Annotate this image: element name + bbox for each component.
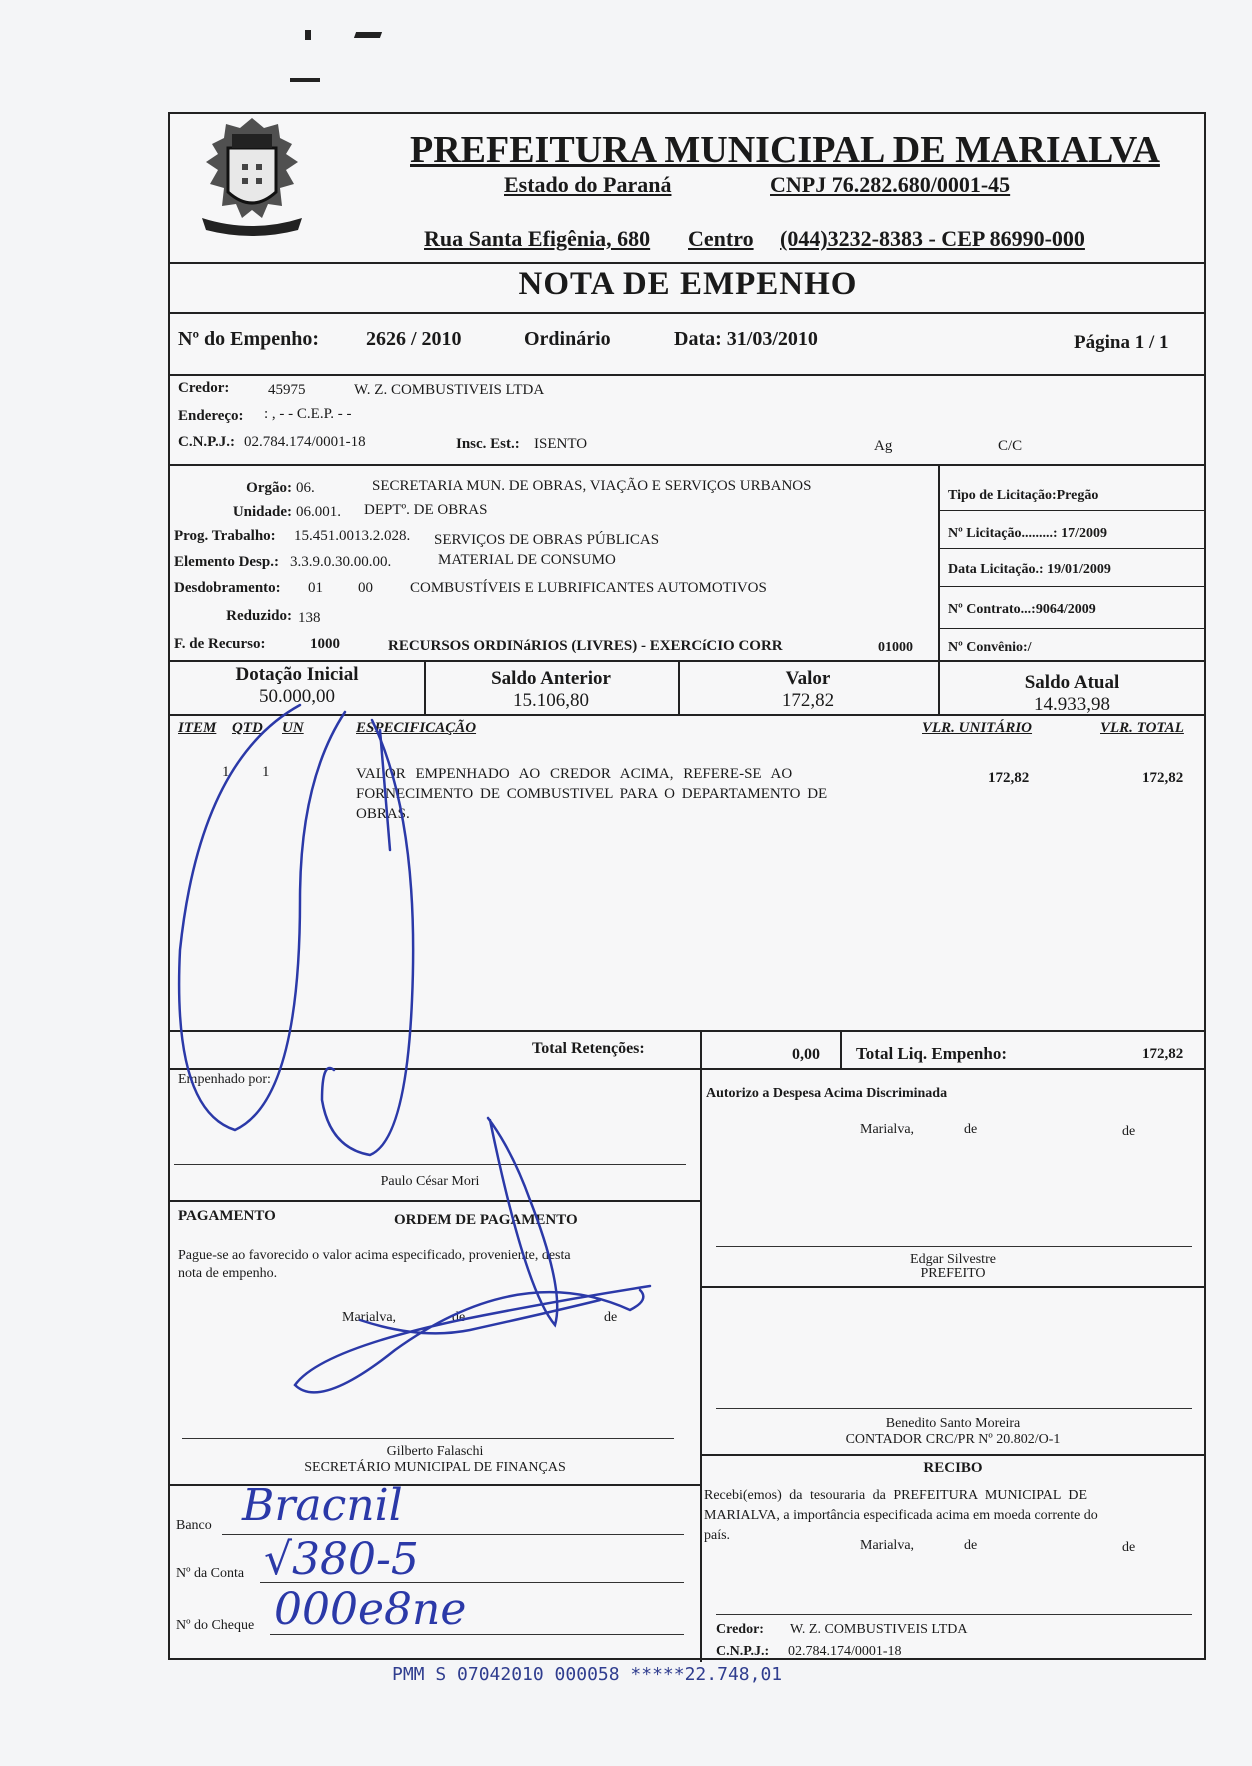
valor-value: 172,82	[781, 690, 835, 711]
nota-empenho-form	[168, 112, 1206, 1660]
header-phone-cep: (044)3232-8383 - CEP 86990-000	[780, 226, 1085, 251]
recurso-code: 1000	[310, 636, 340, 652]
dotacao-value: 50.000,00	[259, 686, 335, 707]
divider	[170, 262, 1206, 264]
elem-desc: MATERIAL DE CONSUMO	[438, 552, 616, 568]
banco-handwriting: Bracnil	[242, 1480, 403, 1531]
de-label: de	[964, 1122, 978, 1137]
prog-code: 15.451.0013.2.028.	[294, 528, 411, 544]
item-number: 1	[222, 764, 230, 780]
prefeito-name: Edgar Silvestre	[910, 1252, 996, 1267]
lic-convenio: Nº Convênio:/	[948, 640, 1032, 655]
unidade-desc: DEPTº. DE OBRAS	[364, 502, 488, 518]
reduzido-label: Reduzido:	[226, 608, 292, 624]
signature-line	[182, 1438, 674, 1439]
recibo-credor: W. Z. COMBUSTIVEIS LTDA	[790, 1622, 968, 1637]
recurso-num: 01000	[878, 640, 913, 655]
ordem-label: ORDEM DE PAGAMENTO	[394, 1212, 578, 1228]
prog-label: Prog. Trabalho:	[174, 528, 276, 544]
divider-v	[938, 464, 940, 660]
atual-value: 14.933,98	[1034, 694, 1110, 715]
contador-role: CONTADOR CRC/PR Nº 20.802/O-1	[845, 1432, 1061, 1447]
pague-line2: nota de empenho.	[178, 1266, 278, 1281]
empenho-date: Data: 31/03/2010	[674, 328, 818, 350]
liquido-label: Total Liq. Empenho:	[856, 1044, 1007, 1063]
divider	[170, 714, 1206, 716]
empenhado-name: Paulo César Mori	[380, 1174, 480, 1189]
document-title: NOTA DE EMPENHO	[518, 266, 858, 302]
divider-v	[840, 1030, 842, 1068]
atual-label: Saldo Atual	[1024, 672, 1120, 693]
recibo-line1: Recebi(emos) da tesouraria da PREFEITURA MUNICIPAL DE	[704, 1488, 1088, 1503]
col-qtd: QTD	[232, 720, 263, 736]
header-title: PREFEITURA MUNICIPAL DE MARIALVA	[410, 129, 1160, 171]
empenhado-label: Empenhado por:	[178, 1072, 271, 1087]
recibo-cnpj-label: C.N.P.J.:	[716, 1644, 770, 1659]
col-total: VLR. TOTAL	[1100, 720, 1184, 736]
credor-code: 45975	[268, 382, 306, 398]
lic-data: Data Licitação.: 19/01/2009	[948, 562, 1111, 577]
desd-b: 00	[358, 580, 373, 596]
item-total-value: 172,82	[1142, 770, 1184, 786]
cheque-handwriting: 000e8ne	[274, 1584, 467, 1635]
header-state: Estado do Paraná	[504, 172, 672, 197]
credor-name: W. Z. COMBUSTIVEIS LTDA	[354, 382, 545, 398]
divider-v	[700, 1068, 702, 1662]
divider-v	[700, 1030, 702, 1068]
conta-handwriting: √380-5	[264, 1534, 419, 1585]
retencoes-label: Total Retenções:	[532, 1040, 645, 1057]
de-label: de	[452, 1310, 466, 1325]
signature-line	[716, 1614, 1192, 1615]
recibo-cnpj: 02.784.174/0001-18	[788, 1644, 902, 1659]
anterior-value: 15.106,80	[513, 690, 589, 711]
marialva-label: Marialva,	[342, 1310, 397, 1325]
orgao-label: Orgão:	[246, 480, 292, 496]
ag-label: Ag	[874, 438, 893, 454]
signature-line	[716, 1408, 1192, 1409]
orgao-desc: SECRETARIA MUN. DE OBRAS, VIAÇÃO E SERVIÇOS URBANOS	[372, 478, 812, 494]
pagamento-label: PAGAMENTO	[178, 1208, 276, 1224]
autorizo-text: Autorizo a Despesa Acima Discriminada	[706, 1086, 948, 1101]
credor-label: Credor:	[178, 380, 230, 396]
empenho-page: Página 1 / 1	[1074, 332, 1169, 353]
financas-role: SECRETÁRIO MUNICIPAL DE FINANÇAS	[304, 1460, 566, 1475]
pague-line1: Pague-se ao favorecido o valor acima especificado, proveniente, desta	[178, 1248, 571, 1263]
col-espec: ESPECIFICAÇÃO	[356, 720, 477, 736]
unidade-label: Unidade:	[232, 504, 292, 520]
scan-mark	[290, 78, 320, 82]
endereco-label: Endereço:	[178, 408, 244, 424]
orgao-code: 06.	[296, 480, 315, 496]
divider	[938, 628, 1206, 629]
banco-label: Banco	[176, 1518, 212, 1533]
valor-label: Valor	[785, 668, 831, 689]
cc-label: C/C	[998, 438, 1023, 454]
divider	[938, 548, 1206, 549]
divider	[700, 1454, 1206, 1456]
prefeito-role: PREFEITO	[920, 1266, 986, 1281]
retencoes-value: 0,00	[792, 1046, 820, 1063]
liquido-value: 172,82	[1142, 1046, 1184, 1062]
divider	[938, 586, 1206, 587]
de-label: de	[964, 1538, 978, 1553]
item-unit-value: 172,82	[988, 770, 1030, 786]
recibo-line3: país.	[704, 1528, 731, 1543]
marialva-label: Marialva,	[860, 1538, 915, 1553]
divider	[700, 1286, 1206, 1288]
empenho-number: 2626 / 2010	[366, 328, 462, 350]
empenho-label: Nº do Empenho:	[178, 328, 320, 350]
empenho-type: Ordinário	[524, 328, 611, 350]
footer-stamp: PMM S 07042010 000058 *****22.748,01	[392, 1664, 783, 1685]
divider	[938, 510, 1206, 511]
header-street: Rua Santa Efigênia, 680	[424, 226, 651, 251]
dotacao-label: Dotação Inicial	[235, 664, 359, 685]
header-district: Centro	[688, 226, 754, 251]
financas-name: Gilberto Falaschi	[386, 1444, 484, 1459]
desd-desc: COMBUSTÍVEIS E LUBRIFICANTES AUTOMOTIVOS	[410, 580, 767, 596]
insc-label: Insc. Est.:	[456, 436, 520, 452]
elem-label: Elemento Desp.:	[174, 554, 279, 570]
recurso-desc: RECURSOS ORDINáRIOS (LIVRES) - EXERCíCIO CORR	[388, 638, 783, 654]
item-desc-line1: VALOR EMPENHADO AO CREDOR ACIMA, REFERE-SE AO	[356, 766, 793, 782]
divider	[170, 374, 1206, 376]
unidade-code: 06.001.	[296, 504, 341, 520]
divider	[170, 312, 1206, 314]
divider	[170, 660, 1206, 662]
marialva-label: Marialva,	[860, 1122, 915, 1137]
cnpj-value: 02.784.174/0001-18	[244, 434, 366, 450]
recibo-line2: MARIALVA, a importância especificada acima em moeda corrente do	[704, 1508, 1098, 1523]
divider	[170, 1200, 700, 1202]
item-desc-line2: FORNECIMENTO DE COMBUSTIVEL PARA O DEPARTAMENTO DE	[356, 786, 828, 802]
lic-numero: Nº Licitação.........: 17/2009	[948, 526, 1107, 541]
signature-line	[716, 1246, 1192, 1247]
contador-name: Benedito Santo Moreira	[885, 1416, 1021, 1431]
de-label: de	[1122, 1124, 1136, 1139]
de-label: de	[604, 1310, 618, 1325]
item-qtd: 1	[262, 764, 270, 780]
desd-label: Desdobramento:	[174, 580, 281, 596]
endereco-value: : , - - C.E.P. - -	[264, 406, 352, 422]
col-item: ITEM	[178, 720, 217, 736]
elem-code: 3.3.9.0.30.00.00.	[290, 554, 392, 570]
insc-value: ISENTO	[534, 436, 588, 452]
divider	[170, 1068, 1206, 1070]
col-unit: VLR. UNITÁRIO	[922, 720, 1033, 736]
item-desc-line3: OBRAS.	[356, 806, 410, 822]
scan-mark	[305, 30, 311, 40]
reduzido-code: 138	[298, 610, 321, 626]
header-cnpj: CNPJ 76.282.680/0001-45	[770, 172, 1011, 197]
scan-mark	[354, 32, 382, 38]
anterior-label: Saldo Anterior	[491, 668, 611, 689]
coat-of-arms-icon	[182, 114, 322, 242]
recibo-title: RECIBO	[923, 1460, 983, 1476]
recurso-label: F. de Recurso:	[174, 636, 266, 652]
signature-line	[174, 1164, 686, 1165]
divider	[170, 1030, 1206, 1032]
cnpj-label: C.N.P.J.:	[178, 434, 235, 450]
prog-desc: SERVIÇOS DE OBRAS PÚBLICAS	[434, 532, 660, 548]
de-label: de	[1122, 1540, 1136, 1555]
divider	[170, 464, 1206, 466]
lic-tipo: Tipo de Licitação:Pregão	[948, 488, 1099, 503]
col-un: UN	[282, 720, 304, 736]
conta-label: Nº da Conta	[176, 1566, 245, 1581]
cheque-label: Nº do Cheque	[176, 1618, 255, 1633]
desd-a: 01	[308, 580, 323, 596]
lic-contrato: Nº Contrato...:9064/2009	[948, 602, 1096, 617]
recibo-credor-label: Credor:	[716, 1622, 764, 1637]
